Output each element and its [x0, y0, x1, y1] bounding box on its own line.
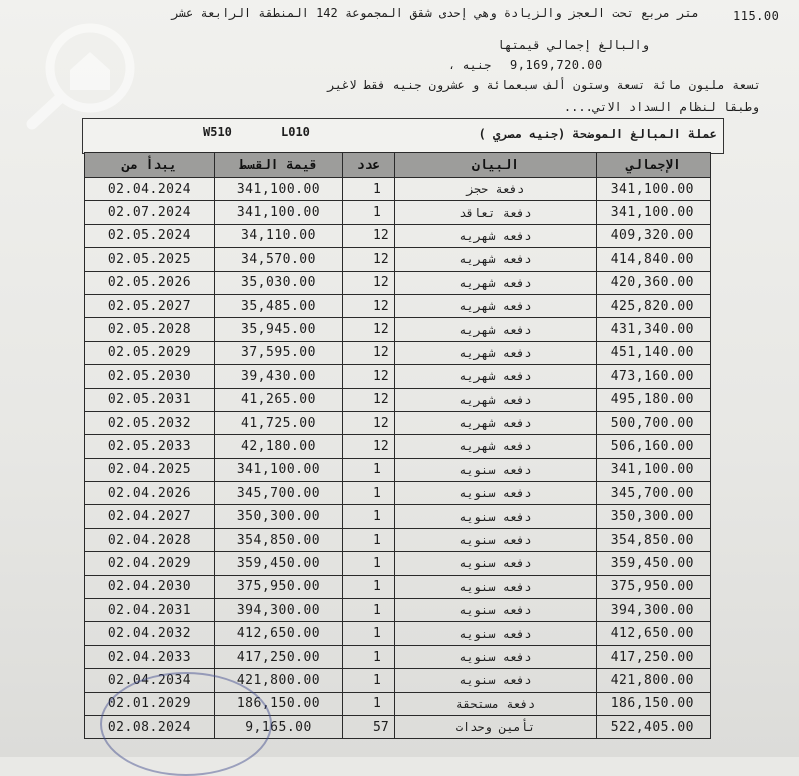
count-cell: 12 — [343, 388, 395, 411]
installment-value-cell: 345,700.00 — [215, 482, 343, 505]
table-row — [85, 341, 711, 364]
installment-value-cell: 42,180.00 — [215, 435, 343, 458]
currency-header-box — [82, 118, 724, 154]
table-row — [85, 435, 711, 458]
installment-value-cell: 350,300.00 — [215, 505, 343, 528]
start-date-cell: 02.05.2030 — [85, 365, 215, 388]
count-cell: 1 — [343, 458, 395, 481]
count-cell: 12 — [343, 271, 395, 294]
start-date-cell: 02.04.2025 — [85, 458, 215, 481]
description-cell: دفعه سنويه — [395, 599, 597, 622]
description-cell: دفعة تعاقد — [395, 201, 597, 224]
count-cell: 57 — [343, 715, 395, 738]
table-row — [85, 388, 711, 411]
count-cell: 1 — [343, 669, 395, 692]
total-cell: 473,160.00 — [597, 365, 711, 388]
start-date-cell: 02.05.2031 — [85, 388, 215, 411]
start-date-cell: 02.04.2031 — [85, 599, 215, 622]
start-date-cell: 02.04.2027 — [85, 505, 215, 528]
col-total: الإجمالي — [597, 153, 711, 178]
unit-code-l: L010 — [281, 125, 310, 139]
payment-schedule-table — [84, 152, 711, 739]
table-header-row — [85, 153, 711, 178]
description-cell: دفعه شهريه — [395, 388, 597, 411]
start-date-cell: 02.04.2032 — [85, 622, 215, 645]
start-date-cell: 02.05.2026 — [85, 271, 215, 294]
total-cell: 417,250.00 — [597, 645, 711, 668]
count-cell: 12 — [343, 435, 395, 458]
col-installment-value: قيمة القسط — [215, 153, 343, 178]
total-cell: 451,140.00 — [597, 341, 711, 364]
description-cell: دفعه شهريه — [395, 248, 597, 271]
start-date-cell: 02.04.2030 — [85, 575, 215, 598]
description-cell: دفعه شهريه — [395, 318, 597, 341]
total-cell: 186,150.00 — [597, 692, 711, 715]
installment-value-cell: 341,100.00 — [215, 458, 343, 481]
table-row — [85, 458, 711, 481]
table-row — [85, 271, 711, 294]
total-cell: 341,100.00 — [597, 458, 711, 481]
start-date-cell: 02.05.2024 — [85, 224, 215, 247]
total-cell: 341,100.00 — [597, 178, 711, 201]
count-cell: 1 — [343, 505, 395, 528]
start-date-cell: 02.07.2024 — [85, 201, 215, 224]
count-cell: 1 — [343, 645, 395, 668]
installment-value-cell: 375,950.00 — [215, 575, 343, 598]
installment-value-cell: 341,100.00 — [215, 201, 343, 224]
table-row — [85, 178, 711, 201]
start-date-cell: 02.04.2029 — [85, 552, 215, 575]
count-cell: 1 — [343, 552, 395, 575]
total-cell: 495,180.00 — [597, 388, 711, 411]
description-cell: دفعه سنويه — [395, 552, 597, 575]
total-value-unit: جنيه ، — [448, 58, 492, 72]
description-cell: دفعه سنويه — [395, 575, 597, 598]
installment-value-cell: 354,850.00 — [215, 528, 343, 551]
description-cell: دفعه شهريه — [395, 224, 597, 247]
description-cell: دفعه سنويه — [395, 669, 597, 692]
table-row — [85, 552, 711, 575]
table-row — [85, 645, 711, 668]
installment-value-cell: 412,650.00 — [215, 622, 343, 645]
count-cell: 12 — [343, 365, 395, 388]
start-date-cell: 02.08.2024 — [85, 715, 215, 738]
count-cell: 1 — [343, 528, 395, 551]
description-cell: تأمين وحدات — [395, 715, 597, 738]
total-cell: 425,820.00 — [597, 294, 711, 317]
total-cell: 414,840.00 — [597, 248, 711, 271]
start-date-cell: 02.05.2027 — [85, 294, 215, 317]
unit-code-w: W510 — [203, 125, 232, 139]
description-cell: دفعه شهريه — [395, 365, 597, 388]
description-cell: دفعه شهريه — [395, 271, 597, 294]
table-row — [85, 622, 711, 645]
table-row — [85, 669, 711, 692]
col-count: عدد — [343, 153, 395, 178]
installment-value-cell: 35,945.00 — [215, 318, 343, 341]
total-cell: 431,340.00 — [597, 318, 711, 341]
count-cell: 1 — [343, 178, 395, 201]
total-cell: 359,450.00 — [597, 552, 711, 575]
description-cell: دفعه شهريه — [395, 411, 597, 434]
total-value-amount: 9,169,720.00 — [510, 58, 603, 72]
start-date-cell: 02.05.2029 — [85, 341, 215, 364]
count-cell: 1 — [343, 692, 395, 715]
total-cell: 409,320.00 — [597, 224, 711, 247]
area-value: 115.00 — [733, 9, 780, 23]
table-row — [85, 715, 711, 738]
total-cell: 522,405.00 — [597, 715, 711, 738]
payment-plan-intro: وطبقا لنظام السداد الاتي.... — [563, 100, 759, 114]
installment-value-cell: 34,110.00 — [215, 224, 343, 247]
description-cell: دفعه شهريه — [395, 435, 597, 458]
count-cell: 1 — [343, 575, 395, 598]
installment-value-cell: 41,725.00 — [215, 411, 343, 434]
installment-value-cell: 34,570.00 — [215, 248, 343, 271]
start-date-cell: 02.04.2028 — [85, 528, 215, 551]
total-cell: 421,800.00 — [597, 669, 711, 692]
installment-value-cell: 359,450.00 — [215, 552, 343, 575]
start-date-cell: 02.04.2024 — [85, 178, 215, 201]
installment-value-cell: 341,100.00 — [215, 178, 343, 201]
search-house-watermark-icon — [24, 18, 144, 130]
description-cell: دفعه سنويه — [395, 505, 597, 528]
installment-value-cell: 39,430.00 — [215, 365, 343, 388]
table-row — [85, 411, 711, 434]
installment-value-cell: 394,300.00 — [215, 599, 343, 622]
count-cell: 12 — [343, 248, 395, 271]
count-cell: 1 — [343, 599, 395, 622]
installment-value-cell: 37,595.00 — [215, 341, 343, 364]
table-row — [85, 318, 711, 341]
currency-note: عملة المبالغ الموضحة (جنيه مصري ) — [478, 127, 717, 141]
total-cell: 412,650.00 — [597, 622, 711, 645]
count-cell: 1 — [343, 201, 395, 224]
amount-in-words: تسعة مليون مائة تسعة وستون ألف سبعمائة و عشرون جنيه فقط لاغير — [327, 78, 761, 92]
total-cell: 354,850.00 — [597, 528, 711, 551]
start-date-cell: 02.04.2033 — [85, 645, 215, 668]
start-date-cell: 02.05.2033 — [85, 435, 215, 458]
description-cell: دفعه سنويه — [395, 528, 597, 551]
description-cell: دفعه سنويه — [395, 645, 597, 668]
count-cell: 1 — [343, 482, 395, 505]
total-cell: 375,950.00 — [597, 575, 711, 598]
description-cell: دفعه شهريه — [395, 294, 597, 317]
table-row — [85, 505, 711, 528]
installment-value-cell: 35,030.00 — [215, 271, 343, 294]
table-row — [85, 294, 711, 317]
start-date-cell: 02.05.2028 — [85, 318, 215, 341]
table-row — [85, 482, 711, 505]
description-cell: دفعه سنويه — [395, 622, 597, 645]
unit-description-line: متر مربع تحت العجز والزيادة وهي إحدى شقق المجموعة 142 المنطقة الرابعة عشر — [171, 6, 699, 20]
table-row — [85, 248, 711, 271]
installment-value-cell: 186,150.00 — [215, 692, 343, 715]
description-cell: دفعة حجز — [395, 178, 597, 201]
count-cell: 12 — [343, 294, 395, 317]
total-cell: 350,300.00 — [597, 505, 711, 528]
col-description: البيان — [395, 153, 597, 178]
total-cell: 394,300.00 — [597, 599, 711, 622]
installment-value-cell: 417,250.00 — [215, 645, 343, 668]
start-date-cell: 02.04.2026 — [85, 482, 215, 505]
installment-value-cell: 421,800.00 — [215, 669, 343, 692]
start-date-cell: 02.01.2029 — [85, 692, 215, 715]
count-cell: 12 — [343, 341, 395, 364]
table-row — [85, 224, 711, 247]
table-row — [85, 692, 711, 715]
table-row — [85, 528, 711, 551]
start-date-cell: 02.04.2034 — [85, 669, 215, 692]
description-cell: دفعة مستحقة — [395, 692, 597, 715]
description-cell: دفعه سنويه — [395, 458, 597, 481]
total-cell: 341,100.00 — [597, 201, 711, 224]
total-cell: 345,700.00 — [597, 482, 711, 505]
installment-value-cell: 9,165.00 — [215, 715, 343, 738]
count-cell: 12 — [343, 224, 395, 247]
description-cell: دفعه شهريه — [395, 341, 597, 364]
table-row — [85, 599, 711, 622]
table-row — [85, 575, 711, 598]
count-cell: 12 — [343, 318, 395, 341]
col-start-date: يبدأ من — [85, 153, 215, 178]
table-row — [85, 365, 711, 388]
total-cell: 506,160.00 — [597, 435, 711, 458]
installment-value-cell: 35,485.00 — [215, 294, 343, 317]
start-date-cell: 02.05.2025 — [85, 248, 215, 271]
total-cell: 500,700.00 — [597, 411, 711, 434]
count-cell: 12 — [343, 411, 395, 434]
installment-value-cell: 41,265.00 — [215, 388, 343, 411]
table-row — [85, 201, 711, 224]
total-cell: 420,360.00 — [597, 271, 711, 294]
count-cell: 1 — [343, 622, 395, 645]
description-cell: دفعه سنويه — [395, 482, 597, 505]
total-value-label: والبالغ إجمالي قيمتها — [497, 38, 649, 52]
start-date-cell: 02.05.2032 — [85, 411, 215, 434]
